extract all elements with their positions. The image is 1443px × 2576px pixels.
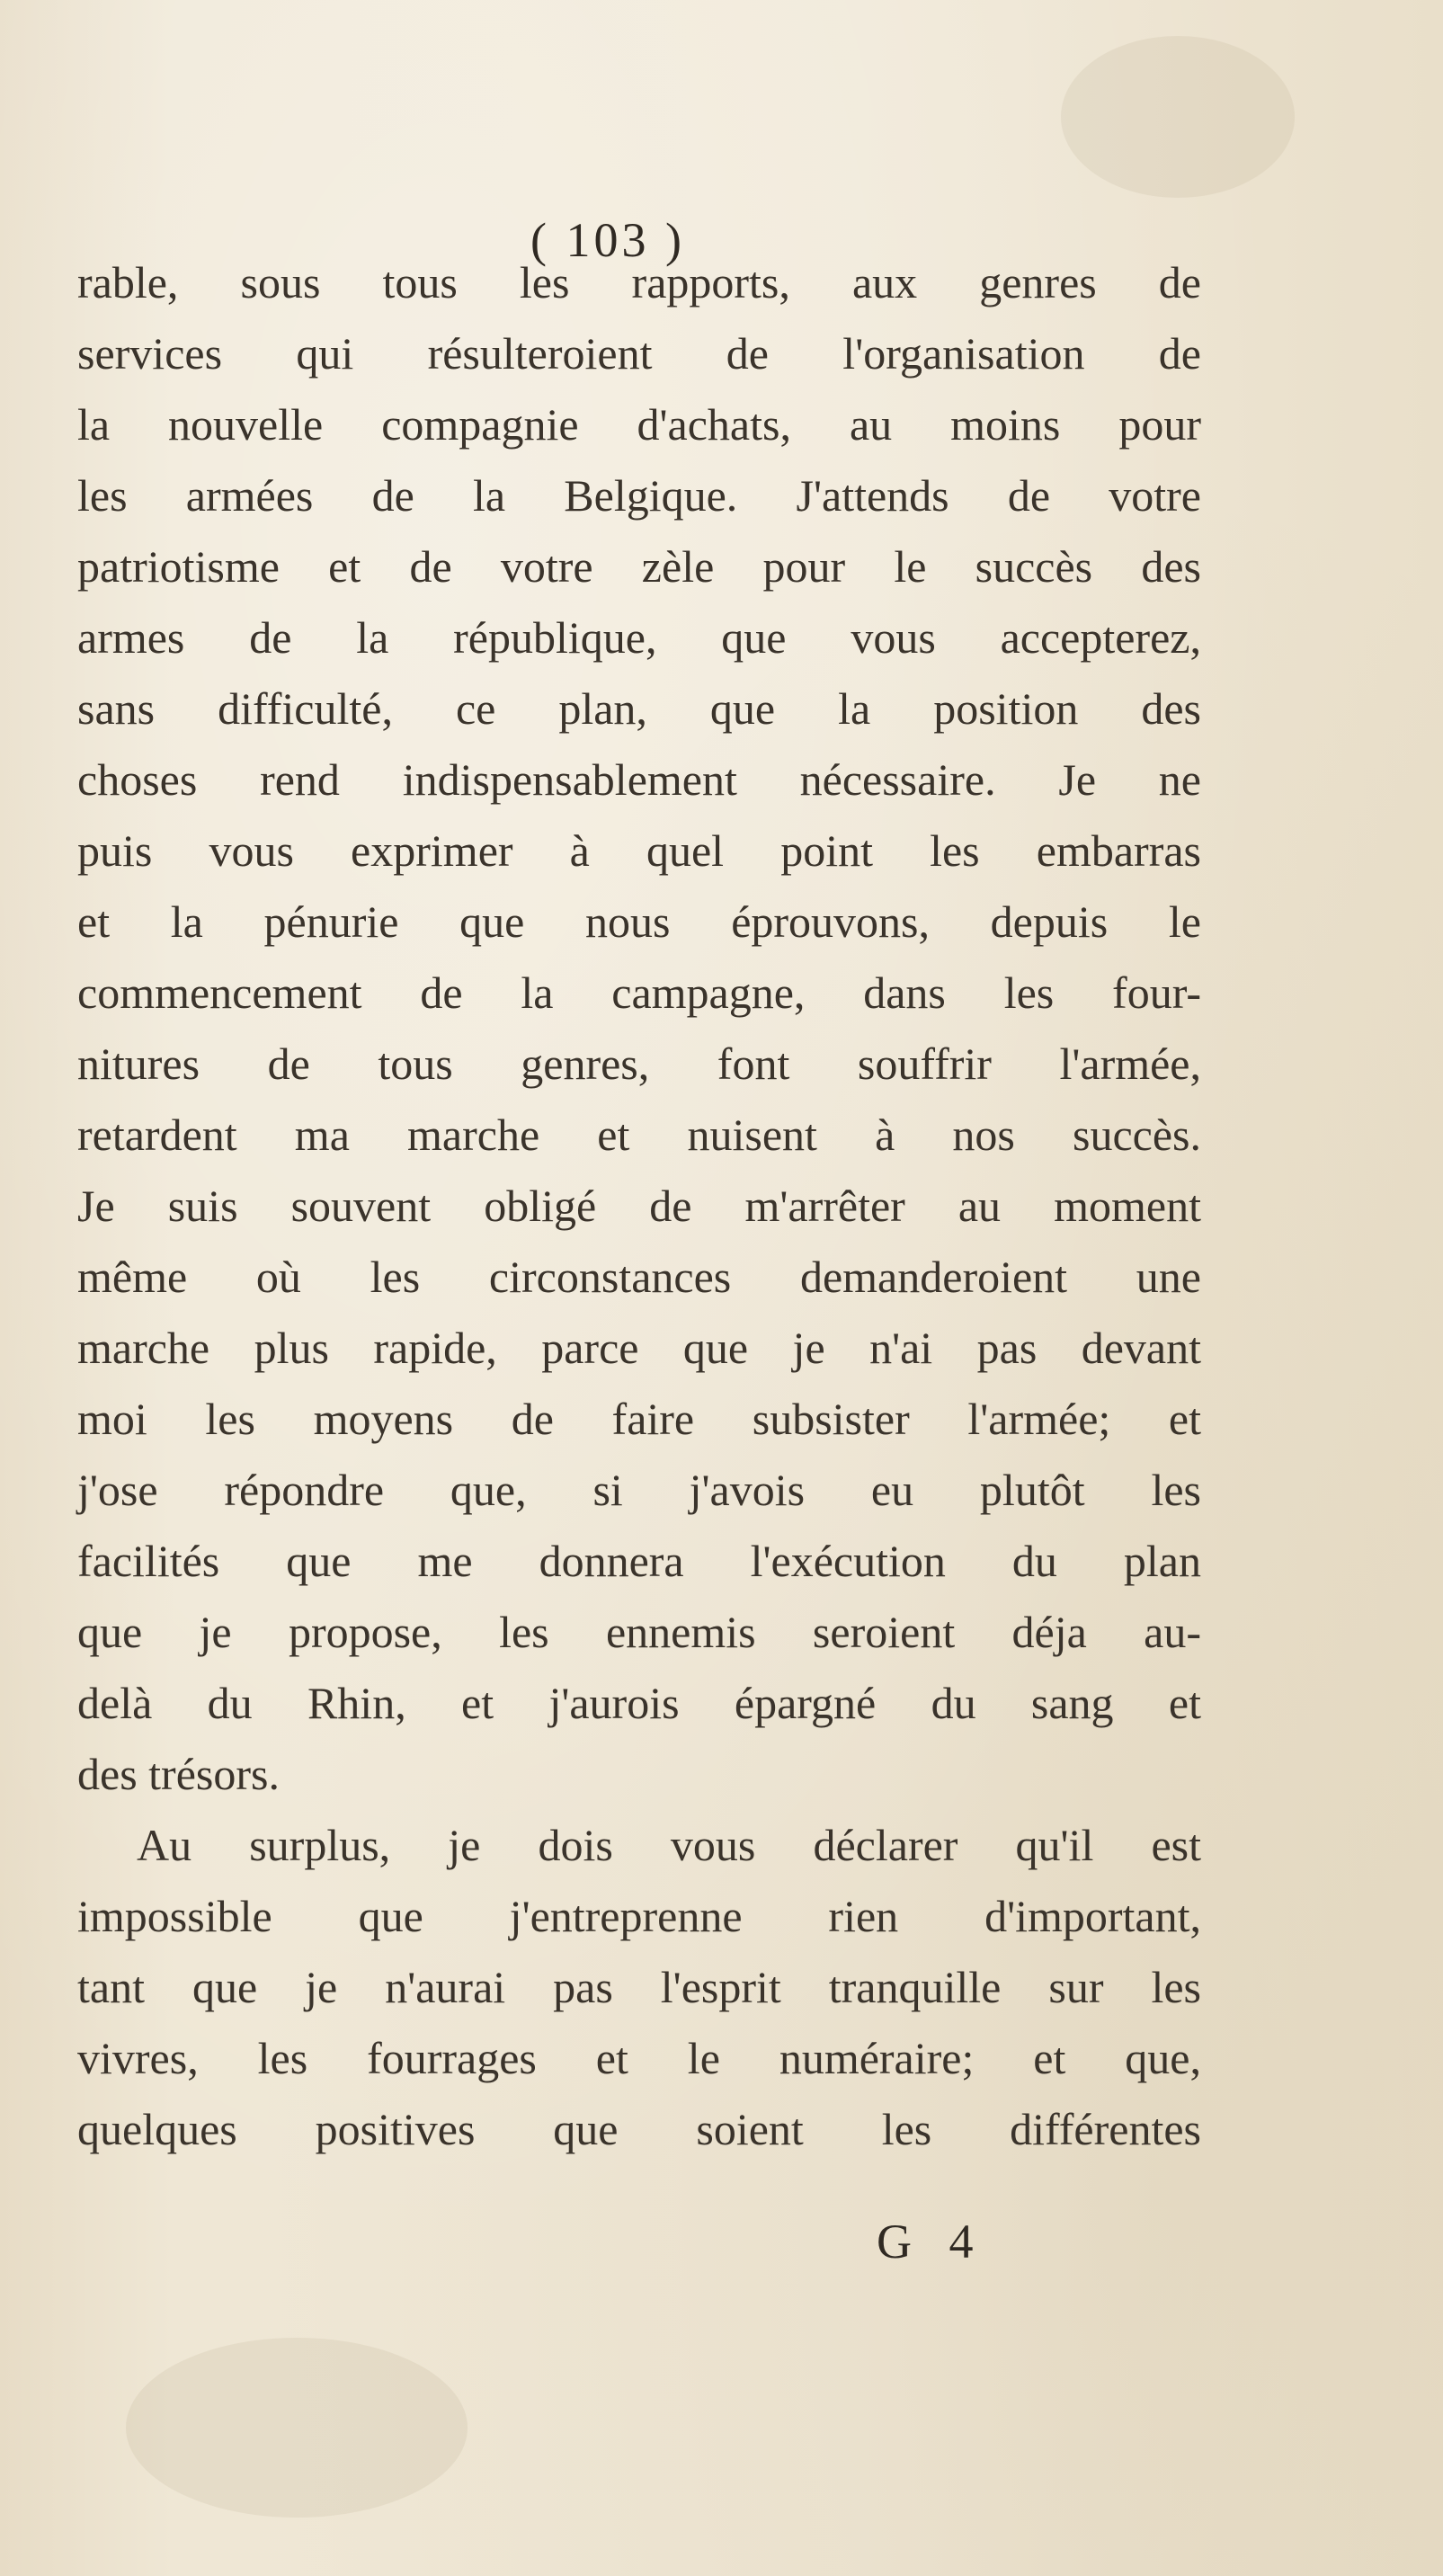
text-line: puis vous exprimer à quel point les embarras — [77, 825, 1201, 876]
text-line: Je suis souvent obligé de m'arrêter au moment — [77, 1181, 1201, 1231]
text-line: marche plus rapide, parce que je n'ai pas devant — [77, 1323, 1201, 1373]
text-line: la nouvelle compagnie d'achats, au moins pour — [77, 399, 1201, 450]
text-line: armes de la république, que vous accepterez, — [77, 612, 1201, 663]
text-line: commencement de la campagne, dans les four- — [77, 967, 1201, 1018]
text-line: retardent ma marche et nuisent à nos succès. — [77, 1110, 1201, 1160]
text-line: delà du Rhin, et j'aurois épargné du sang et — [77, 1678, 1201, 1728]
paper-stain — [126, 2338, 468, 2518]
text-line: vivres, les fourrages et le numéraire; et que, — [77, 2033, 1201, 2083]
text-line: j'ose répondre que, si j'avois eu plutôt les — [77, 1465, 1201, 1515]
text-line: nitures de tous genres, font souffrir l'armée, — [77, 1038, 1201, 1089]
text-line: même où les circonstances demanderoient une — [77, 1252, 1201, 1302]
signature-mark: G 4 — [877, 2215, 986, 2268]
paragraph-start-line: Au surplus, je dois vous déclarer qu'il est — [137, 1820, 1201, 1870]
text-line: que je propose, les ennemis seroient déja au- — [77, 1607, 1201, 1657]
text-line: services qui résulteroient de l'organisation de — [77, 328, 1201, 379]
text-line: patriotisme et de votre zèle pour le succès des — [77, 541, 1201, 592]
text-line: quelques positives que soient les différentes — [77, 2104, 1201, 2154]
page-number: ( 103 ) — [530, 213, 685, 267]
text-line: les armées de la Belgique. J'attends de votre — [77, 470, 1201, 521]
text-line: choses rend indispensablement nécessaire. Je ne — [77, 754, 1201, 805]
text-line: et la pénurie que nous éprouvons, depuis le — [77, 896, 1201, 947]
text-line: sans difficulté, ce plan, que la position des — [77, 683, 1201, 734]
text-line: rable, sous tous les rapports, aux genres de — [77, 257, 1201, 308]
text-line: moi les moyens de faire subsister l'armée; et — [77, 1394, 1201, 1444]
paragraph-end-line: des trésors. — [77, 1749, 280, 1799]
text-line: tant que je n'aurai pas l'esprit tranquille sur les — [77, 1962, 1201, 2012]
text-line: facilités que me donnera l'exécution du plan — [77, 1536, 1201, 1586]
paper-stain — [1061, 36, 1295, 198]
text-line: impossible que j'entreprenne rien d'important, — [77, 1891, 1201, 1941]
body-text — [77, 247, 1201, 2165]
